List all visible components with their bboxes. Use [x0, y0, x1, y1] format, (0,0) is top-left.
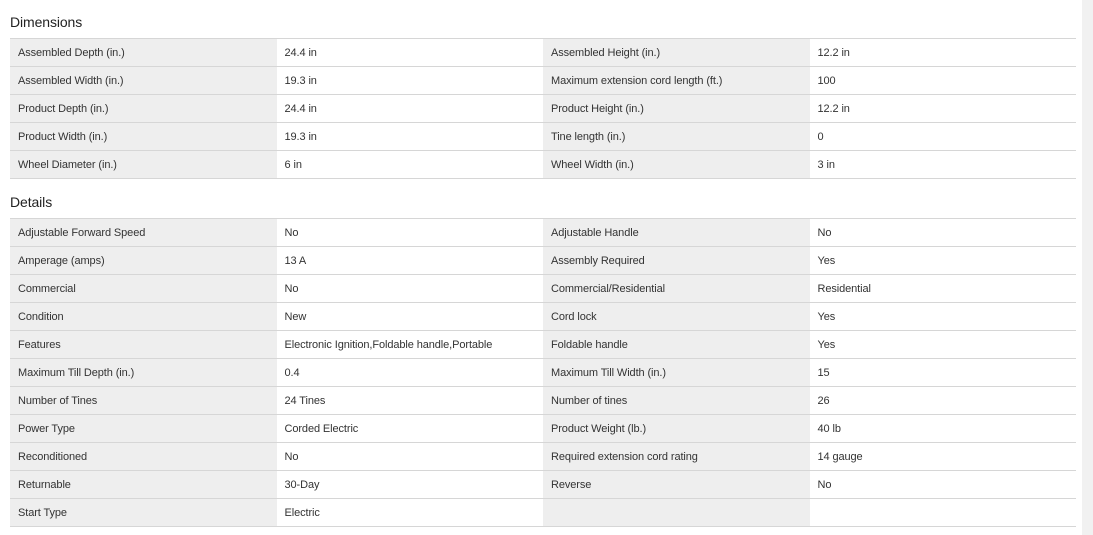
spec-value: No: [277, 219, 544, 247]
spec-value: Electronic Ignition,Foldable handle,Portable: [277, 331, 544, 359]
spec-value: 19.3 in: [277, 123, 544, 151]
spec-value: 0: [810, 123, 1077, 151]
spec-value: 6 in: [277, 151, 544, 179]
table-row: [10, 471, 1076, 499]
spec-label: [543, 499, 810, 527]
spec-label: Power Type: [10, 415, 277, 443]
spec-value: Corded Electric: [277, 415, 544, 443]
spec-label: Start Type: [10, 499, 277, 527]
spec-value: 15: [810, 359, 1077, 387]
spec-label: Foldable handle: [543, 331, 810, 359]
spec-label: Assembled Depth (in.): [10, 39, 277, 67]
spec-value: Electric: [277, 499, 544, 527]
spec-label: Maximum extension cord length (ft.): [543, 67, 810, 95]
spec-label: Reconditioned: [10, 443, 277, 471]
table-row: [10, 151, 1076, 179]
specifications-panel: [10, 0, 1076, 527]
spec-label: Maximum Till Width (in.): [543, 359, 810, 387]
spec-value: 100: [810, 67, 1077, 95]
spec-value: 19.3 in: [277, 67, 544, 95]
spec-value: Yes: [810, 247, 1077, 275]
spec-value: 30-Day: [277, 471, 544, 499]
spec-value: 3 in: [810, 151, 1077, 179]
spec-label: Assembly Required: [543, 247, 810, 275]
spec-value: 24 Tines: [277, 387, 544, 415]
spec-value: 24.4 in: [277, 95, 544, 123]
spec-label: Features: [10, 331, 277, 359]
spec-value: 0.4: [277, 359, 544, 387]
spec-label: Commercial: [10, 275, 277, 303]
spec-value: 13 A: [277, 247, 544, 275]
spec-value: Yes: [810, 303, 1077, 331]
table-row: [10, 123, 1076, 151]
dimensions-heading: Dimensions: [10, 14, 83, 30]
spec-label: Commercial/Residential: [543, 275, 810, 303]
spec-value: 26: [810, 387, 1077, 415]
spec-value: No: [810, 471, 1077, 499]
spec-value: 14 gauge: [810, 443, 1077, 471]
table-row: [10, 359, 1076, 387]
table-row: [10, 387, 1076, 415]
details-heading: Details: [10, 194, 53, 210]
spec-label: Assembled Height (in.): [543, 39, 810, 67]
table-row: [10, 331, 1076, 359]
spec-label: Product Height (in.): [543, 95, 810, 123]
spec-label: Wheel Diameter (in.): [10, 151, 277, 179]
table-row: [10, 39, 1076, 67]
spec-label: Number of Tines: [10, 387, 277, 415]
spec-value: 12.2 in: [810, 95, 1077, 123]
details-table: [10, 218, 1076, 527]
table-row: [10, 275, 1076, 303]
spec-label: Adjustable Handle: [543, 219, 810, 247]
table-row: [10, 303, 1076, 331]
spec-value: No: [277, 275, 544, 303]
spec-label: Reverse: [543, 471, 810, 499]
spec-label: Number of tines: [543, 387, 810, 415]
spec-label: Cord lock: [543, 303, 810, 331]
spec-label: Product Weight (lb.): [543, 415, 810, 443]
scrollbar-track[interactable]: [1082, 0, 1093, 535]
spec-label: Returnable: [10, 471, 277, 499]
spec-value: Residential: [810, 275, 1077, 303]
spec-value: No: [277, 443, 544, 471]
spec-label: Adjustable Forward Speed: [10, 219, 277, 247]
dimensions-table: [10, 38, 1076, 179]
spec-value: 12.2 in: [810, 39, 1077, 67]
spec-label: Condition: [10, 303, 277, 331]
spec-value: Yes: [810, 331, 1077, 359]
table-row: [10, 67, 1076, 95]
table-row: [10, 219, 1076, 247]
table-row: [10, 443, 1076, 471]
table-row: [10, 95, 1076, 123]
spec-label: Tine length (in.): [543, 123, 810, 151]
table-row: [10, 415, 1076, 443]
spec-value: 24.4 in: [277, 39, 544, 67]
spec-label: Product Width (in.): [10, 123, 277, 151]
spec-label: Wheel Width (in.): [543, 151, 810, 179]
spec-value: New: [277, 303, 544, 331]
spec-label: Maximum Till Depth (in.): [10, 359, 277, 387]
spec-label: Assembled Width (in.): [10, 67, 277, 95]
spec-label: Required extension cord rating: [543, 443, 810, 471]
spec-value: 40 lb: [810, 415, 1077, 443]
spec-label: Product Depth (in.): [10, 95, 277, 123]
table-row: [10, 247, 1076, 275]
spec-value: No: [810, 219, 1077, 247]
table-row: [10, 499, 1076, 527]
spec-label: Amperage (amps): [10, 247, 277, 275]
spec-value: [810, 499, 1077, 527]
